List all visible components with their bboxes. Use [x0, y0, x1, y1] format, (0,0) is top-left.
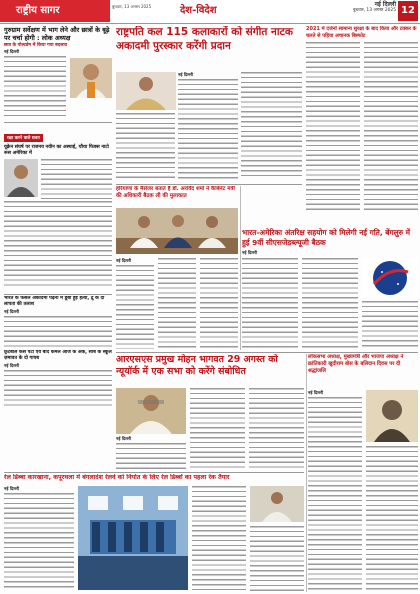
left-small-2-byline: नई दिल्ली: [4, 363, 19, 368]
rss-story-headline: आरएसएस प्रमुख मोहन भागवत 29 अगस्त को न्यूयॉर्क में एक सभा को करेंगे संबोधित: [116, 354, 278, 377]
bhagwat-photo: [116, 388, 186, 434]
masthead-city: नई दिल्ली: [374, 1, 396, 8]
top-left-body: [4, 56, 112, 116]
left-sidebar-headline: यूक्रेन संघर्ष पर राजनय नवीन का अस्थाई, चौथा फिक्स नाटो रूस अमेरिका में: [4, 145, 109, 156]
left-small-story-1: [4, 296, 112, 348]
health-story: [116, 186, 238, 350]
top-left-subhead: छात्र के पोल्टर्डम में किया गया बदलाव: [4, 43, 68, 48]
paper-name: राष्ट्रीय सागर: [0, 0, 110, 22]
left-sidebar-label: रक्षा करने वाले ग़लत: [4, 134, 43, 142]
top-right-story: [306, 26, 418, 226]
left-small-story-2: [4, 350, 112, 408]
tribute-story-byline: नई दिल्ली: [308, 390, 323, 395]
rss-story-byline: नई दिल्ली: [116, 436, 131, 441]
health-story-headline: हरियाणा के मैसेंजर बताते हैं डॉ. अरविंद शर्मा ने कैबिनेट मंत्री की अधिकारी बैठक ली की मुलाकात: [116, 186, 235, 199]
left-sidebar-photo: [4, 159, 38, 197]
space-story: [242, 228, 418, 350]
tribute-story: [308, 354, 418, 592]
main-story-headline: राष्ट्रपति कल 115 कलाकारों को संगीत नाटक अकादमी पुरस्कार करेंगी प्रदान: [116, 26, 293, 52]
nasa-logo: [362, 258, 418, 298]
main-story-headline-block: [116, 26, 302, 70]
masthead-date: बुधवार, 13 अगस्त 2025: [112, 4, 152, 9]
top-left-headline: गुरुग्राम सर्वेक्षण में भाग लेने और छात्रों के बूढ़े पर चर्चा होगी : लोक अध्यक्ष: [4, 26, 110, 42]
top-left-byline: नई दिल्ली: [4, 49, 19, 54]
section-title: देश-विदेश: [180, 5, 217, 16]
page-number: 12: [398, 1, 418, 21]
main-story-body: [116, 72, 302, 182]
space-story-byline: नई दिल्ली: [242, 250, 257, 255]
rail-small-photo: [250, 486, 304, 522]
rail-story: [4, 474, 304, 592]
masthead-edition-line: बुधवार, 13 अगस्त 2025: [353, 8, 396, 13]
khudiram-photo: [366, 390, 418, 442]
main-story-byline: नई दिल्ली: [178, 72, 193, 77]
speaker-photo: [70, 58, 112, 98]
masthead-edition: [304, 2, 396, 14]
left-small-2-headline: फ़ुटबॉल कैसे पेटी एवं बाद कमल आज के अंक, सौबे के स्कूल ज़मावत के दो गायब: [4, 350, 112, 361]
president-photo: [116, 72, 176, 110]
space-story-headline: भारत-अमेरिका अंतरिक्ष सहयोग को मिलेगी नई गति, बेंगलुरु में हुई 9वीं सीएसजेडब्ल्यूजी बैठक: [242, 228, 411, 247]
masthead: [0, 0, 420, 24]
left-sidebar-story: [4, 124, 112, 292]
top-right-headline: 2021 में दर्जनों सामान्य सुरक्षा के बाद किया और टक्कर के चलते से पहिया अचानक बिस्फोट: [306, 26, 417, 39]
rail-story-byline: नई दिल्ली: [4, 486, 19, 491]
left-small-1-headline: भारत के फैसल अकादमी पढ़ना में डूबी हुई हत्या, द्रु के दो लापता की तलाश: [4, 296, 105, 307]
tribute-story-headline: लोकसभा अध्यक्ष, मुख्यमंत्री और भाजपा अध्यक्ष ने क्रांतिकारी खुदीराम बोस के बलिदान दिवस पर दी श्रद्धांजलि: [308, 354, 404, 374]
meeting-photo: [116, 208, 238, 254]
top-left-story: [4, 26, 112, 120]
rail-story-headline: रेल डिब्बा कारखाना, कपूरथला में बंगलादेश रेलवे को निर्यात के लिए रेल डिब्बों का पहला रेक तैयार: [4, 474, 230, 481]
health-story-byline: नई दिल्ली: [116, 258, 131, 263]
rss-story-body: [116, 388, 304, 470]
rail-coach-photo: [78, 486, 188, 590]
left-small-1-byline: नई दिल्ली: [4, 309, 19, 314]
